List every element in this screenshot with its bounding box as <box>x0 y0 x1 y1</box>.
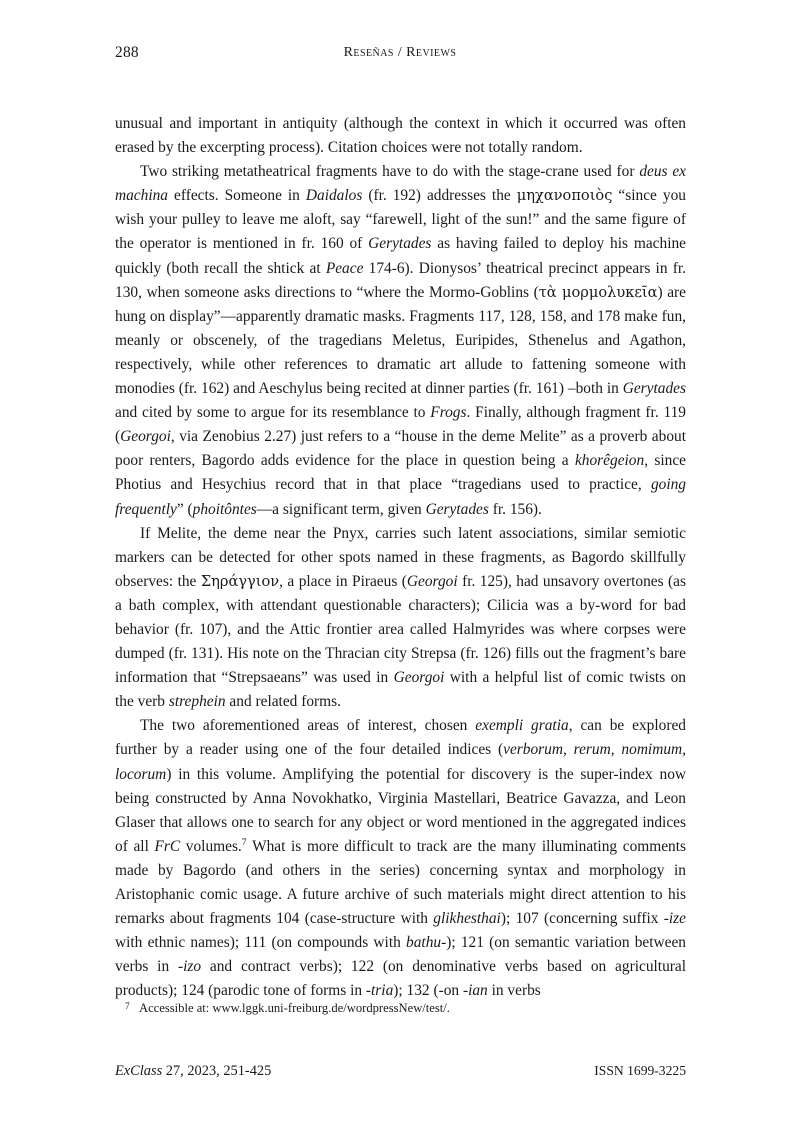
roman-text: , can be explored further by a reader using one of the four detailed indices ( <box>115 717 686 759</box>
roman-text: and related forms. <box>225 693 341 711</box>
roman-text: ) are hung on display”—apparently dramatic masks. Fragments 117, 128, 158, and 178 make fun, meanly or obscenely, of the tragedians Meletus, Euripides, Sthenelus and Agathon, respectively, while other references to dramatic art allude to fattening someone with monodies (fr. 162) and Aeschylus being recited at dinner parties (fr. 161) –both in <box>115 283 686 398</box>
italic-text: Gerytades <box>368 235 432 253</box>
italic-text: strephein <box>168 693 226 711</box>
footnote-marker: 7 <box>125 1002 130 1012</box>
roman-text: “since you wish your pulley to leave me aloft, say “farewell, light of the sun!” and the same figure of the operator is mentioned in fr. 160 of <box>115 187 686 253</box>
roman-text: ); 107 (concerning suffix <box>500 910 664 928</box>
roman-text: . Finally, although fragment fr. 119 ( <box>115 404 686 446</box>
roman-text: as having failed to deploy his machine quickly (both recall the shtick at <box>115 235 686 277</box>
roman-text: with a helpful list of comic twists on the verb <box>115 669 686 711</box>
body-text-block <box>115 112 686 1003</box>
italic-text: exempli gratia <box>475 717 569 735</box>
italic-text: Peace <box>325 259 364 277</box>
italic-text: bathu- <box>406 934 447 952</box>
italic-text: Gerytades <box>425 500 489 518</box>
roman-text: and contract verbs); 122 (on denominative verbs based on agricultural products); 124 (parodic tone of forms in <box>115 958 686 1000</box>
italic-text: Gerytades <box>622 380 686 398</box>
italic-text: -tria <box>365 982 394 1000</box>
roman-text: The two aforementioned areas of interest, chosen <box>140 717 476 735</box>
greek-text: μηχανοποιὸς <box>516 187 613 205</box>
italic-text: Georgoi <box>120 428 171 446</box>
italic-text: Frogs <box>430 404 467 422</box>
page-folio-number: 288 <box>115 44 139 61</box>
roman-text: Two striking metatheatrical fragments have to do with the stage-crane used for <box>140 163 640 181</box>
roman-text: —a significant term, given <box>256 500 426 518</box>
roman-text: 174-6). Dionysos’ theatrical precinct appears in fr. 130, when someone asks directions to “where the Mormo-Goblins ( <box>115 259 686 301</box>
para-metatheatrical-fragments <box>115 160 686 521</box>
roman-text: , via Zenobius 2.27) just refers to a “house in the deme Melite” as a proverb about poor renters, Bagordo adds evidence for the place in question being a <box>115 428 686 470</box>
footer-journal-citation <box>115 1063 271 1080</box>
italic-text: -ian <box>462 982 488 1000</box>
page-footer <box>115 1063 686 1085</box>
italic-text: -izo <box>177 958 202 976</box>
roman-text: 27, 2023, 251-425 <box>162 1063 272 1079</box>
italic-text: ExClass <box>115 1063 163 1079</box>
italic-text: khorêgeion <box>574 452 645 470</box>
footer-issn: ISSN 1699-3225 <box>594 1063 686 1078</box>
roman-text: fr. 125), had unsavory overtones (as a bath complex, with attendant questionable characters); Cilicia was a by-word for bad behavior (fr. 107), and the Attic frontier area called Halmyrides was where corpses were dumped (fr. 131). His note on the Thracian city Strepsa (fr. 126) fills out the fragment’s bare information that “Strepsaeans” was used in <box>115 572 686 687</box>
roman-text: unusual and important in antiquity (although the context in which it occurred was often erased by the excerpting process). Citation choices were not totally random. <box>115 115 686 157</box>
para-indices-superindex <box>115 714 686 1003</box>
roman-text: (fr. 192) addresses the <box>362 187 517 205</box>
roman-text: fr. 156). <box>488 500 542 518</box>
para-melite-semiotics <box>115 522 686 715</box>
para-continuation <box>115 112 686 160</box>
italic-text: going frequently <box>115 476 686 518</box>
italic-text: glikhesthai <box>433 910 501 928</box>
footnote-item <box>115 1000 686 1017</box>
footnote-area <box>115 1000 686 1017</box>
italic-text: verborum, rerum, nomimum, locorum <box>115 741 686 783</box>
roman-text: If Melite, the deme near the Pnyx, carries such latent associations, similar semiotic markers can be detected for other spots named in these fragments, as Bagordo skillfully observes: the <box>115 524 686 590</box>
italic-text: Daidalos <box>305 187 363 205</box>
italic-text: Georgoi <box>393 669 445 687</box>
italic-text: deus ex machina <box>115 163 686 205</box>
roman-text: volumes. <box>180 837 242 855</box>
greek-text: Σηράγγιον <box>200 572 280 590</box>
roman-text: with ethnic names); 111 (on compounds with <box>115 934 407 952</box>
roman-text: effects. Someone in <box>168 187 306 205</box>
roman-text: ); 121 (on semantic variation between verbs in <box>115 934 687 976</box>
roman-text: ); 132 (-on <box>393 982 463 1000</box>
italic-text: phoitôntes <box>192 500 257 518</box>
roman-text: , a place in Piraeus ( <box>279 572 407 590</box>
running-head-title: Reseñas / Reviews <box>343 45 457 60</box>
roman-text: , since Photius and Hesychius record that in that place “tragedians used to practice, <box>115 452 686 494</box>
footnote-reference[interactable]: 7 <box>241 836 247 848</box>
roman-text: ) in this volume. Amplifying the potential for discovery is the super-index now being constructed by Anna Novokhatko, Virginia Mastellari, Beatrice Gavazza, and Leon Glaser that allows one to search for any object or word mentioned in the aggregated indices of all <box>115 765 686 855</box>
italic-text: FrC <box>154 837 181 855</box>
roman-text: ” ( <box>176 500 193 518</box>
roman-text: and cited by some to argue for its resemblance to <box>115 404 431 422</box>
italic-text: Georgoi <box>406 572 458 590</box>
greek-text: τὰ μορμολυκεῖα <box>538 283 658 301</box>
roman-text: Accessible at: www.lggk.uni-freiburg.de/wordpressNew/test/. <box>139 1001 450 1015</box>
roman-text: in verbs <box>487 982 541 1000</box>
italic-text: -ize <box>663 910 686 928</box>
roman-text: What is more difficult to track are the many illuminating comments made by Bagordo (and others in the series) concerning syntax and morphology in Aristophanic comic usage. A future archive of such materials might direct attention to his remarks about fragments 104 (case-structure with <box>115 837 686 928</box>
running-head <box>115 44 685 64</box>
